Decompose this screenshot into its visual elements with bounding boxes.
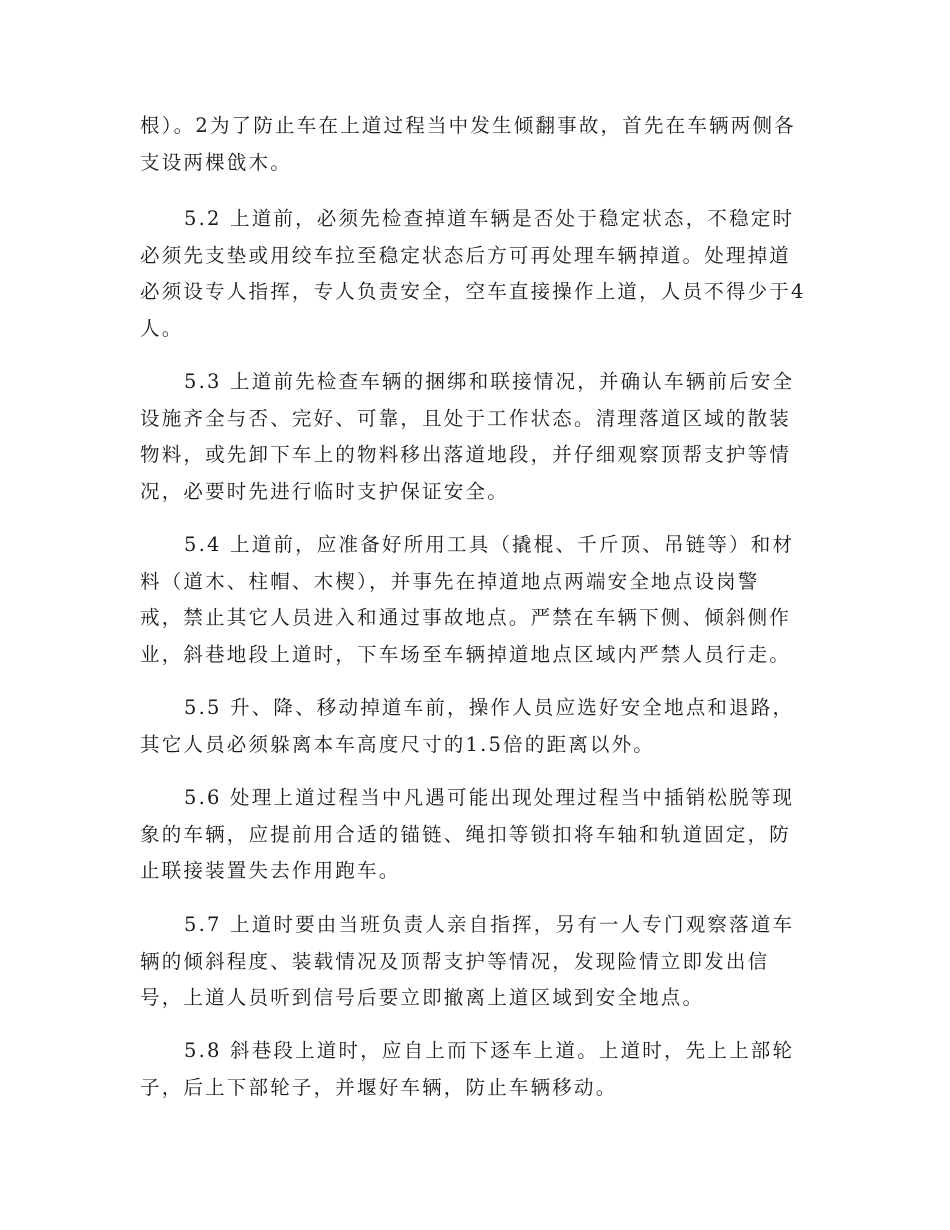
paragraph-line: 5.2 上道前，必须先检查掉道车辆是否处于稳定状态，不稳定时 bbox=[184, 207, 795, 230]
paragraph-line: 其它人员必须躲离本车高度尺寸的1.5倍的距离以外。 bbox=[140, 732, 656, 756]
paragraph-line: 5.6 处理上道过程当中凡遇可能出现处理过程当中插销松脱等现 bbox=[184, 786, 795, 809]
paragraph-5-5 bbox=[140, 690, 810, 763]
paragraph-line: 5.4 上道前，应准备好所用工具（撬棍、千斤顶、吊链等）和材 bbox=[184, 533, 795, 556]
paragraph-line: 子，后上下部轮子，并堰好车辆，防止车辆移动。 bbox=[140, 1075, 618, 1099]
paragraph-line: 必须设专人指挥，专人负责安全，空车直接操作上道，人员不得少于4 bbox=[140, 280, 806, 304]
paragraph-line: 设施齐全与否、完好、可靠，且处于工作状态。清理落道区域的散装 bbox=[140, 406, 792, 430]
paragraph-5-3 bbox=[140, 364, 810, 511]
paragraph-line: 号，上道人员听到信号后要立即撤离上道区域到安全地点。 bbox=[140, 986, 705, 1010]
paragraph-line: 5.3 上道前先检查车辆的捆绑和联接情况，并确认车辆前后安全 bbox=[184, 370, 795, 393]
paragraph-line: 戒，禁止其它人员进入和通过事故地点。严禁在车辆下侧、倾斜侧作 bbox=[140, 606, 792, 630]
paragraph-line: 支设两棵戗木。 bbox=[140, 150, 292, 174]
paragraph-line: 料（道木、柱帽、木楔），并事先在掉道地点两端安全地点设岗警 bbox=[140, 569, 760, 593]
paragraph-line: 物料，或先卸下车上的物料移出落道地段，并仔细观察顶帮支护等情 bbox=[140, 443, 792, 467]
paragraph-line: 必须先支垫或用绞车拉至稳定状态后方可再处理车辆掉道。处理掉道 bbox=[140, 243, 792, 267]
paragraph-5-1-continued bbox=[140, 108, 810, 181]
paragraph-line: 人。 bbox=[140, 317, 184, 341]
paragraph-5-2 bbox=[140, 201, 810, 348]
paragraph-line: 5.7 上道时要由当班负责人亲自指挥，另有一人专门观察落道车 bbox=[184, 913, 795, 936]
paragraph-5-7 bbox=[140, 907, 810, 1017]
paragraph-line: 根）。2为了防止车在上道过程当中发生倾翻事故，首先在车辆两侧各 bbox=[140, 114, 796, 137]
paragraph-line: 5.8 斜巷段上道时，应自上而下逐车上道。上道时，先上上部轮 bbox=[184, 1039, 795, 1062]
paragraph-line: 况，必要时先进行临时支护保证安全。 bbox=[140, 480, 509, 504]
paragraph-line: 5.5 升、降、移动掉道车前，操作人员应选好安全地点和退路， bbox=[184, 696, 795, 719]
paragraph-line: 业，斜巷地段上道时，下车场至车辆掉道地点区域内严禁人员行走。 bbox=[140, 643, 792, 667]
paragraph-line: 辆的倾斜程度、装载情况及顶帮支护等情况，发现险情立即发出信 bbox=[140, 949, 770, 973]
paragraph-line: 象的车辆，应提前用合适的锚链、绳扣等锁扣将车轴和轨道固定，防 bbox=[140, 822, 792, 846]
paragraph-5-4 bbox=[140, 527, 810, 674]
paragraph-5-8 bbox=[140, 1033, 810, 1106]
paragraph-line: 止联接装置失去作用跑车。 bbox=[140, 859, 401, 883]
paragraph-5-6 bbox=[140, 780, 810, 890]
